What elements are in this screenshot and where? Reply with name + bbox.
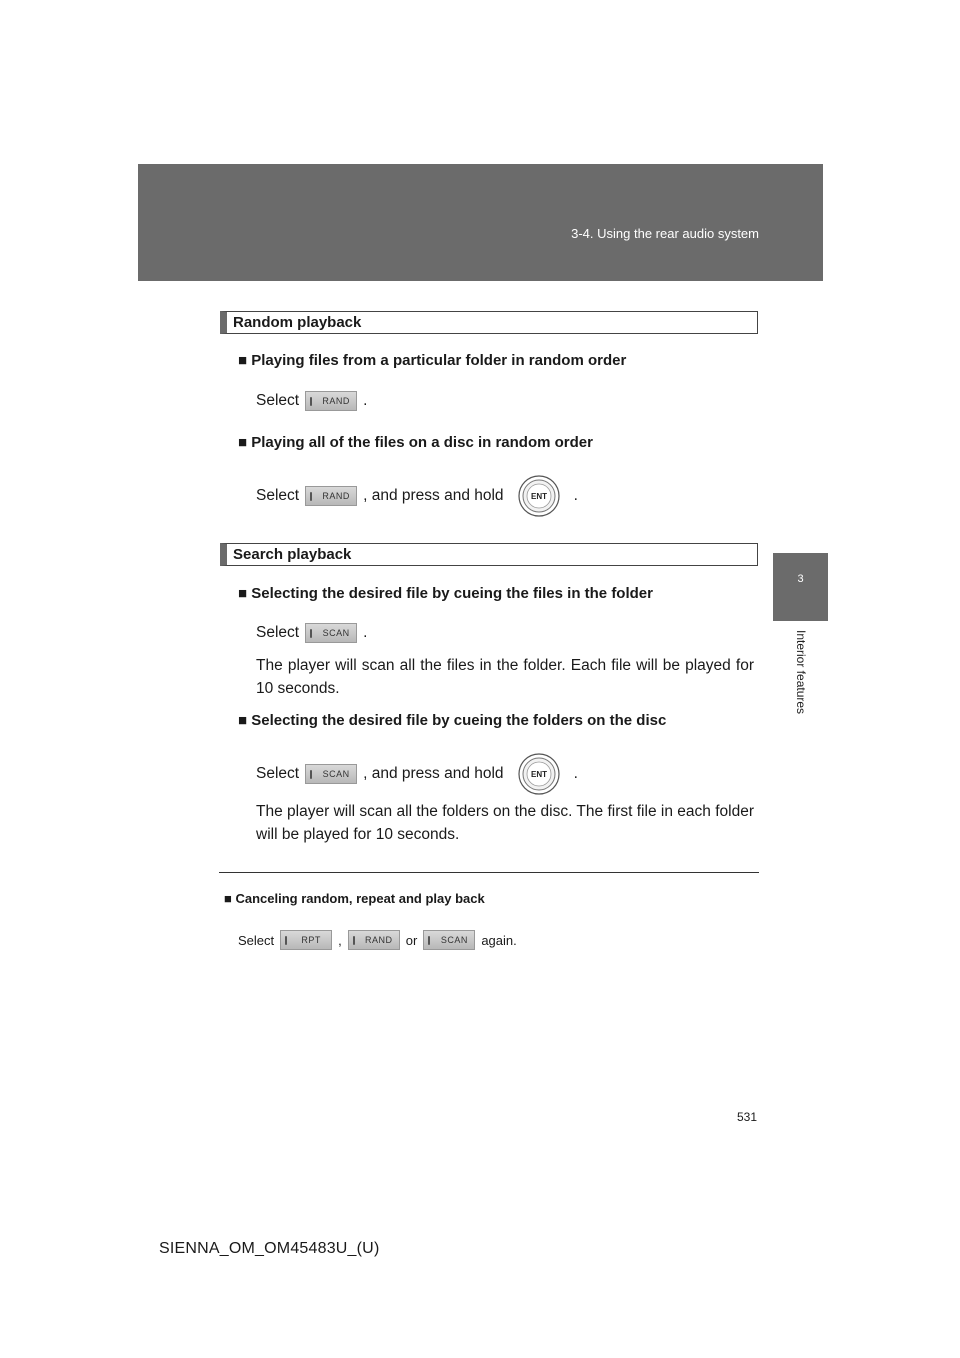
rand-button-label: RAND xyxy=(365,935,393,945)
page-number: 531 xyxy=(737,1110,758,1124)
rand-button[interactable] xyxy=(348,930,400,950)
rand-button[interactable] xyxy=(305,486,357,506)
rpt-button-label: RPT xyxy=(301,935,321,945)
random-sub-disc-text: Playing all of the files on a disc in random order xyxy=(251,434,593,451)
or-text: or xyxy=(405,932,418,948)
rpt-button[interactable] xyxy=(280,930,332,950)
scan-button-label: SCAN xyxy=(440,935,468,945)
scan-button-label: SCAN xyxy=(322,628,350,638)
bullet-icon: ■ xyxy=(238,434,248,451)
press-hold-text: , and press and hold xyxy=(363,765,504,782)
search-sub-files xyxy=(238,585,653,602)
search-desc-files: The player will scan all the files in the folder. Each file will be played for 10 seconds. xyxy=(256,657,754,697)
scan-button[interactable] xyxy=(423,930,475,950)
period-text: . xyxy=(573,765,578,782)
note-step xyxy=(238,930,517,950)
ent-knob-icon[interactable] xyxy=(518,753,560,795)
scan-button-label: SCAN xyxy=(322,769,350,779)
section-header-bar xyxy=(138,164,823,281)
random-sub-disc xyxy=(238,434,593,451)
rand-button[interactable] xyxy=(305,391,357,411)
again-text: again. xyxy=(481,932,517,948)
ent-label: ENT xyxy=(530,492,547,501)
footer-doc-id: SIENNA_OM_OM45483U_(U) xyxy=(159,1240,380,1257)
random-playback-heading: Random playback xyxy=(220,311,758,334)
bullet-icon: ■ xyxy=(238,712,248,729)
ent-knob-icon[interactable] xyxy=(518,475,560,517)
ent-label: ENT xyxy=(530,770,547,779)
chapter-label xyxy=(792,630,810,740)
chapter-number: 3 xyxy=(797,573,804,585)
scan-button[interactable] xyxy=(305,764,357,784)
select-text: Select xyxy=(238,932,275,948)
rand-button-label: RAND xyxy=(322,491,350,501)
section-title: 3-4. Using the rear audio system xyxy=(571,226,759,241)
period-text: . xyxy=(363,392,368,409)
select-text: Select xyxy=(256,487,300,504)
rand-button-label: RAND xyxy=(322,396,350,406)
press-hold-text: , and press and hold xyxy=(363,487,504,504)
bullet-icon: ■ xyxy=(224,891,232,906)
note-heading xyxy=(224,891,485,906)
search-playback-heading: Search playback xyxy=(220,543,758,566)
chapter-label-text: Interior features xyxy=(794,630,808,715)
search-sub-folders-text: Selecting the desired file by cueing the folders on the disc xyxy=(251,712,667,729)
period-text: . xyxy=(573,487,578,504)
bullet-icon: ■ xyxy=(238,352,248,369)
random-step-disc xyxy=(256,475,578,517)
search-sub-files-text: Selecting the desired file by cueing the files in the folder xyxy=(251,585,653,602)
chapter-tab xyxy=(773,553,828,621)
search-step-files xyxy=(256,623,367,643)
search-sub-folders xyxy=(238,712,666,729)
scan-button[interactable] xyxy=(305,623,357,643)
divider xyxy=(219,872,759,873)
bullet-icon: ■ xyxy=(238,585,248,602)
note-heading-text: Canceling random, repeat and play back xyxy=(235,891,485,906)
search-step-folders xyxy=(256,753,578,795)
random-sub-folder-text: Playing files from a particular folder in random order xyxy=(251,352,627,369)
period-text: . xyxy=(363,624,368,641)
search-desc-folders: The player will scan all the folders on the disc. The first file in each folder will be played for 10 seconds. xyxy=(256,803,754,843)
random-step-folder xyxy=(256,391,367,411)
random-sub-folder xyxy=(238,352,626,369)
comma-text: , xyxy=(338,932,342,948)
select-text: Select xyxy=(256,765,300,782)
select-text: Select xyxy=(256,392,300,409)
select-text: Select xyxy=(256,624,300,641)
